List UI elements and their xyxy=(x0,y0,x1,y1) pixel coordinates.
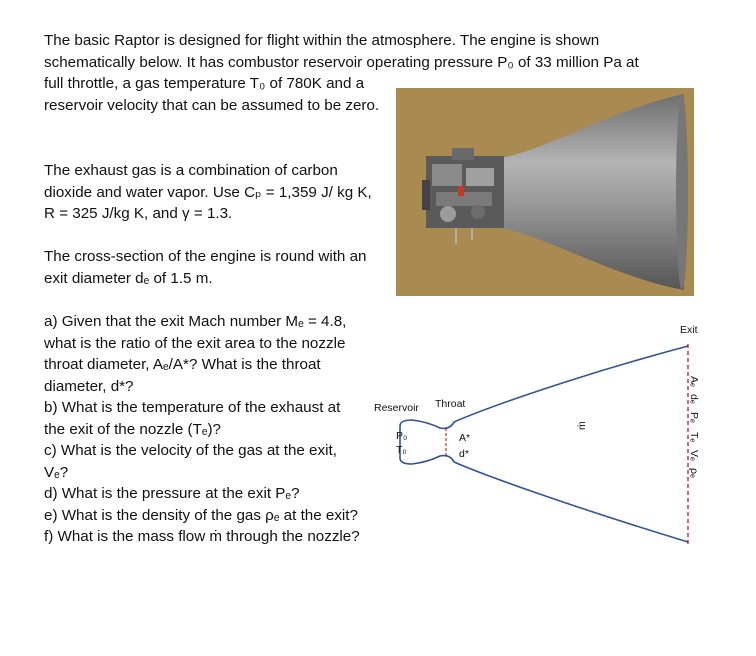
question-f: f) What is the mass flow ṁ through the nozzle? xyxy=(44,528,360,545)
intro-line-1: The basic Raptor is designed for flight within the atmosphere. The engine is shown xyxy=(44,32,600,49)
intro-line-2: schematically below. It has combustor reservoir operating pressure P₀ of 33 million Pa at xyxy=(44,53,639,71)
gas-info-paragraph: The exhaust gas is a combination of carbon dioxide and water vapor. Use Cₚ = 1,359 J/ kg K, R = 325 J/kg K, and γ = 1.3. xyxy=(44,162,372,222)
throat-label: Throat xyxy=(435,398,466,410)
exit-label-pe: Pₑ xyxy=(688,412,700,423)
question-e: e) What is the density of the gas ρₑ at the exit? xyxy=(44,506,358,524)
intro-paragraph-lines xyxy=(44,30,724,73)
astar-label: A* xyxy=(459,432,471,444)
exit-label: Exit xyxy=(680,324,698,336)
dstar-label: d* xyxy=(459,448,469,460)
intro-paragraph-rest: full throttle, a gas temperature T₀ of 780K and a reservoir velocity that can be assumed to be zero. xyxy=(44,75,380,114)
t0-label: T₀ xyxy=(396,444,407,456)
geometry-info-paragraph: The cross-section of the engine is round with an exit diameter dₑ of 1.5 m. xyxy=(44,248,367,287)
nozzle-upper-wall xyxy=(400,346,688,428)
p0-label: P₀ xyxy=(396,430,408,442)
raptor-engine-photo xyxy=(396,88,694,296)
question-list xyxy=(44,311,364,548)
reservoir-label: Reservoir xyxy=(374,402,419,414)
question-d: d) What is the pressure at the exit Pₑ? xyxy=(44,485,300,502)
question-c: c) What is the velocity of the gas at the exit, Vₑ? xyxy=(44,442,337,481)
mdot-label: ṁ xyxy=(576,421,588,430)
question-b: b) What is the temperature of the exhaust at the exit of the nozzle (Tₑ)? xyxy=(44,399,341,438)
exit-label-te: Tₑ xyxy=(688,432,700,443)
exit-label-ae: Aₑ xyxy=(688,376,700,387)
nozzle-schematic xyxy=(366,316,726,552)
exit-label-ve: Vₑ xyxy=(688,450,700,461)
exit-label-de: dₑ xyxy=(688,394,700,404)
nozzle-lower-wall xyxy=(400,456,688,542)
nozzle-exit-rim xyxy=(676,94,688,290)
question-a: a) Given that the exit Mach number Mₑ = 4.8, what is the ratio of the exit area to the nozzle throat diameter, Aₑ/A*? What is the throat diameter, d*? xyxy=(44,313,347,395)
exit-label-rhoe: ρₑ xyxy=(688,468,700,478)
